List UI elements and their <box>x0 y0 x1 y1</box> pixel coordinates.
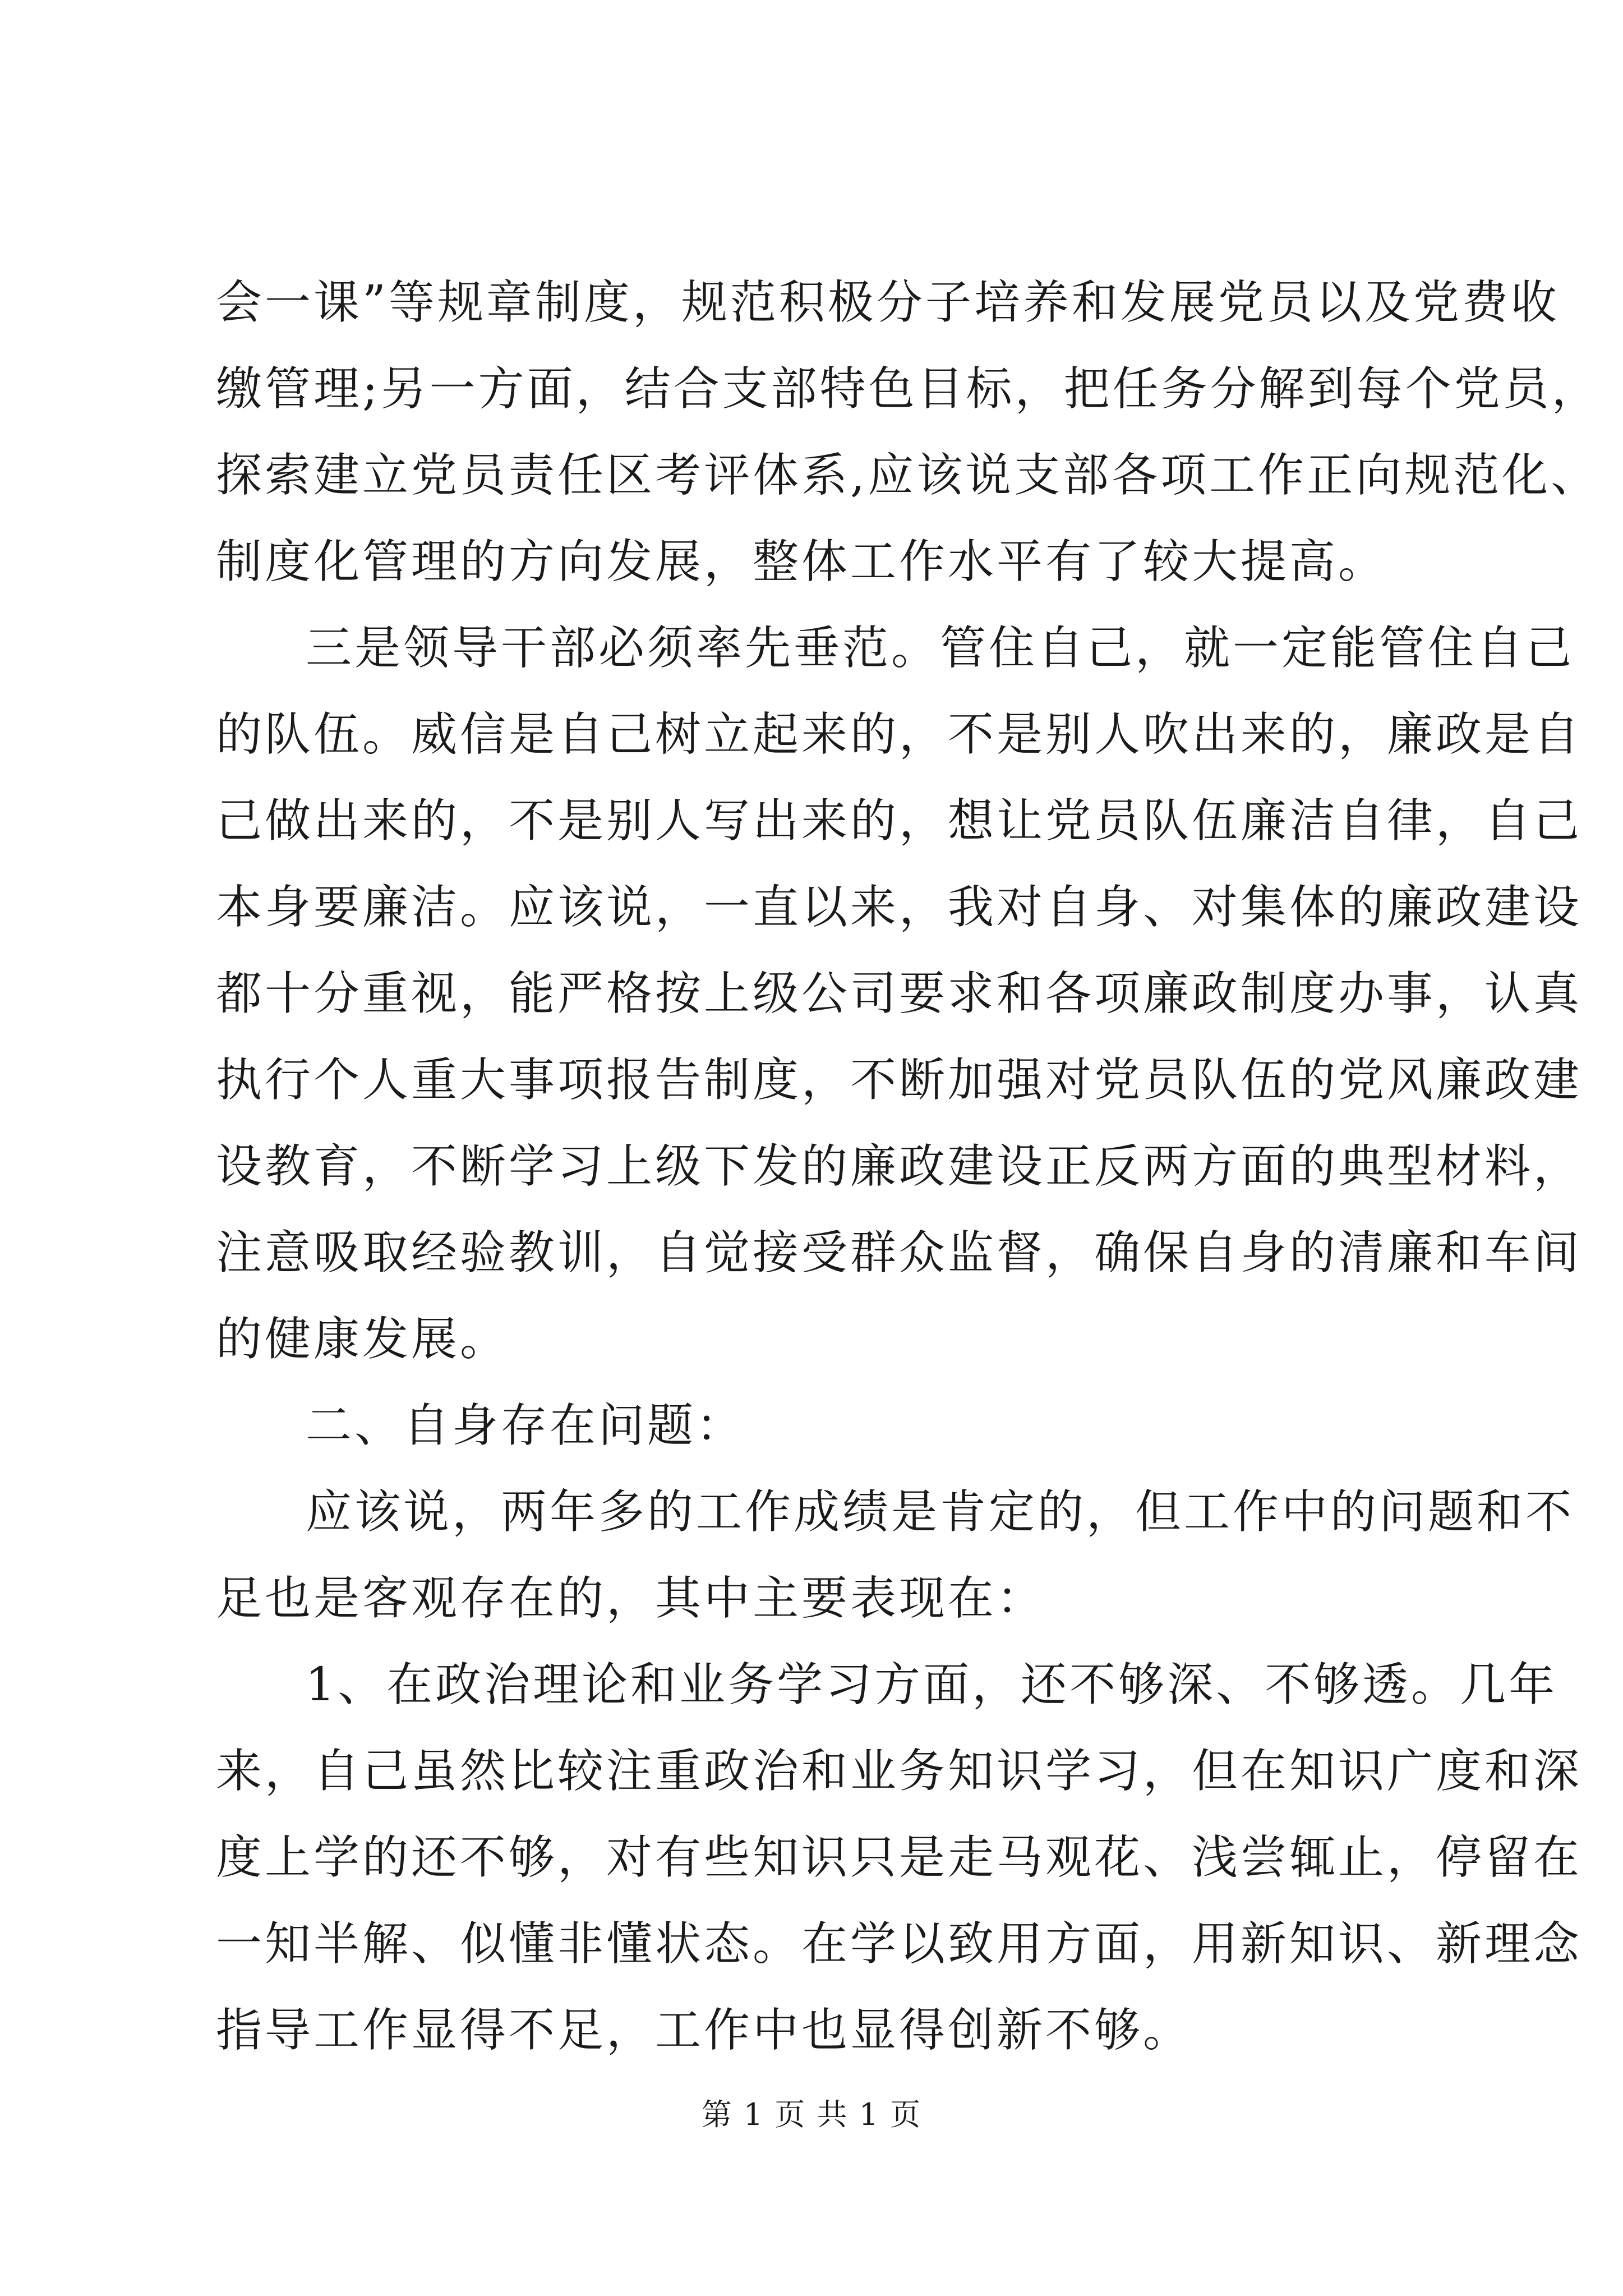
text-line: 一知半解、似懂非懂状态。在学以致用方面，用新知识、新理念 <box>216 1917 1583 1971</box>
text-line: 度上学的还不够，对有些知识只是走马观花、浅尝辄止，停留在 <box>216 1831 1583 1884</box>
text-line: 都十分重视，能严格按上级公司要求和各项廉政制度办事，认真 <box>216 967 1583 1020</box>
text-line: 的健康发展。 <box>216 1313 509 1366</box>
paragraph-start-line: 三是领导干部必须率先垂范。管住自己，就一定能管住自己 <box>306 622 1575 675</box>
text-line: 执行个人重大事项报告制度，不断加强对党员队伍的党风廉政建 <box>216 1053 1583 1107</box>
text-line: 注意吸取经验教训，自觉接受群众监督，确保自身的清廉和车间 <box>216 1226 1583 1280</box>
text-line: 缴管理;另一方面，结合支部特色目标，把任务分解到每个党员， <box>216 362 1601 416</box>
text-line: 探索建立党员责任区考评体系,应该说支部各项工作正向规范化、 <box>216 449 1600 502</box>
page-footer: 第 1 页 共 1 页 <box>701 2097 922 2132</box>
paragraph-start-line: 1、在政治理论和业务学习方面，还不够深、不够透。几年 <box>306 1658 1558 1711</box>
paragraph-start-line: 应该说，两年多的工作成绩是肯定的，但工作中的问题和不 <box>306 1485 1575 1539</box>
text-line: 设教育，不断学习上级下发的廉政建设正反两方面的典型材料， <box>216 1140 1583 1193</box>
text-line: 本身要廉洁。应该说，一直以来，我对自身、对集体的廉政建设 <box>216 881 1583 934</box>
section-heading: 二、自身存在问题： <box>306 1399 745 1452</box>
text-line: 足也是客观存在的，其中主要表现在： <box>216 1572 1046 1625</box>
text-line: 制度化管理的方向发展，整体工作水平有了较大提高。 <box>216 535 1387 588</box>
text-line: 来，自己虽然比较注重政治和业务知识学习，但在知识广度和深 <box>216 1745 1583 1798</box>
text-line: 会一课”等规章制度，规范积极分子培养和发展党员以及党费收 <box>216 276 1560 329</box>
text-line: 的队伍。威信是自己树立起来的，不是别人吹出来的，廉政是自 <box>216 708 1583 761</box>
text-line: 指导工作显得不足，工作中也显得创新不够。 <box>216 2004 1192 2057</box>
text-line: 己做出来的，不是别人写出来的，想让党员队伍廉洁自律，自己 <box>216 794 1583 848</box>
